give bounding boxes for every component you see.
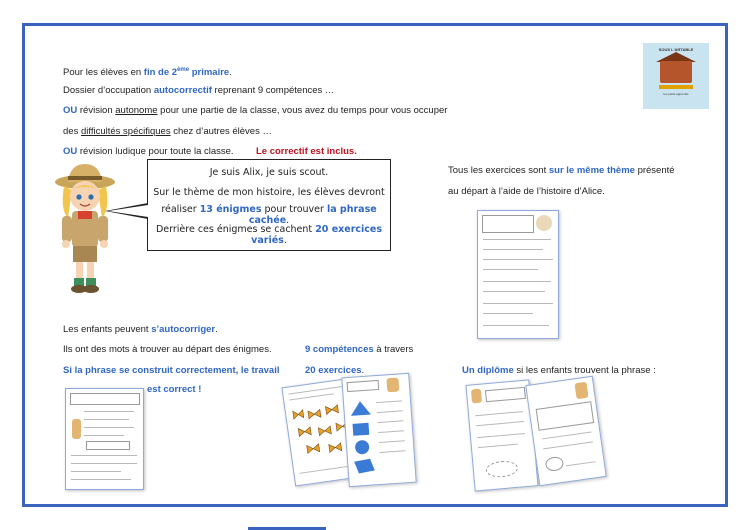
logo-title: SOUS L'ARTABLE bbox=[658, 47, 694, 52]
thumb-title-box bbox=[482, 215, 534, 233]
competences-line: 9 compétences à travers bbox=[305, 344, 414, 355]
logo-house-icon bbox=[660, 61, 692, 83]
answer-sheet-thumbnail bbox=[65, 388, 144, 490]
diploma-frame bbox=[536, 401, 595, 431]
right-text-line-1: Tous les exercices sont sur le même thème présenté bbox=[448, 165, 675, 176]
speech-bubble bbox=[147, 159, 391, 251]
diploma-thumbnail-2 bbox=[525, 376, 607, 486]
intro-line-1: Pour les élèves en fin de 2ème primaire. bbox=[63, 67, 232, 79]
bubble-line-3: réaliser 13 énigmes pour trouver la phrase cachée. bbox=[161, 204, 377, 226]
mini-scout-icon bbox=[386, 378, 399, 393]
shapes-worksheet bbox=[341, 373, 417, 487]
phrase-line-1: Si la phrase se construit correctement, le travail bbox=[63, 365, 280, 376]
diploma-seal-icon bbox=[545, 456, 565, 472]
bubble-line-4: Derrière ces énigmes se cachent 20 exercices variés. bbox=[155, 224, 383, 246]
worksheet-thumbnail bbox=[477, 210, 559, 339]
mini-scout-icon bbox=[471, 389, 482, 404]
bubble-line-1: Je suis Alix, je suis scout. bbox=[209, 167, 329, 178]
lower-line-1: Les enfants peuvent s’autocorriger. bbox=[63, 324, 218, 335]
diploma-seal-icon bbox=[485, 460, 518, 479]
phrase-line-2: est correct ! bbox=[147, 384, 202, 395]
answer-box bbox=[86, 441, 130, 450]
intro-line-5: OU révision ludique pour toute la classe. bbox=[63, 146, 234, 157]
bubble-tail-inner bbox=[108, 205, 148, 217]
shapes-header-box bbox=[347, 380, 380, 392]
brand-logo bbox=[643, 43, 709, 109]
intro-line-4: des difficultés spécifiques chez d’autres élèves … bbox=[63, 126, 272, 137]
shapes-icon bbox=[348, 398, 378, 479]
mini-scout-icon bbox=[72, 419, 81, 439]
exercices-line: 20 exercices. bbox=[305, 365, 365, 376]
logo-base bbox=[659, 85, 693, 89]
diplome-line: Un diplôme si les enfants trouvent la phrase : bbox=[462, 365, 656, 376]
logo-subtitle: les petits apprentis bbox=[663, 92, 689, 96]
intro-line-3: OU révision autonome pour une partie de la classe, vous avez du temps pour vous occuper bbox=[63, 105, 448, 116]
thumb-avatar-icon bbox=[536, 215, 552, 231]
sheet-header-box bbox=[70, 393, 140, 405]
intro-line-2: Dossier d’occupation autocorrectif reprenant 9 compétences … bbox=[63, 85, 335, 96]
diploma-title-box bbox=[485, 387, 526, 402]
scout-girl-illustration bbox=[50, 160, 120, 300]
bubble-line-2: Sur le thème de mon histoire, les élèves devront bbox=[153, 187, 385, 198]
right-text-line-2: au départ à l’aide de l’histoire d’Alice. bbox=[448, 186, 605, 197]
correctif-note: Le correctif est inclus. bbox=[256, 146, 357, 157]
mini-scout-icon bbox=[574, 382, 588, 400]
lower-line-2: Ils ont des mots à trouver au départ des énigmes. bbox=[63, 344, 272, 355]
